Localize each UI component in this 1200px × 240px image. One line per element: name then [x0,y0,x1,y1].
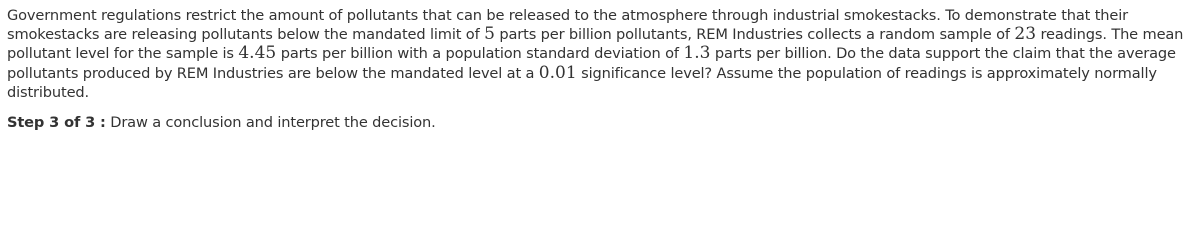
significance-level-value: 0.01 [538,62,577,83]
limit-value: 5 [484,24,495,45]
step-text: Draw a conclusion and interpret the decision. [110,114,436,132]
problem-text-2: parts per billion pollutants, REM Industries collects a random sample of [494,26,1015,44]
problem-text-3: readings. The mean pollutant level for the sample is [7,26,1184,63]
problem-text-4: parts per billion with a population standard deviation of [276,45,684,63]
step-label: Step 3 of 3 : [7,114,106,132]
std-dev-value: 1.3 [683,43,711,64]
problem-text-5: parts per billion. Do the data support the claim that the average pollutants produced by REM Industries are below the mandated level at a [7,45,1176,82]
problem-statement [7,6,1188,102]
step-instruction [7,113,1188,132]
sample-size-value: 23 [1014,24,1037,45]
sample-mean-value: 4.45 [238,43,277,64]
problem-text-1: Government regulations restrict the amount of pollutants that can be released to the atmosphere through industrial smokestacks. To demonstrate that their smokestacks are releasing pollutants below the mandated limit of [7,7,1128,44]
problem-text-6: significance level? Assume the population of readings is approximately normally distributed. [7,64,1157,101]
